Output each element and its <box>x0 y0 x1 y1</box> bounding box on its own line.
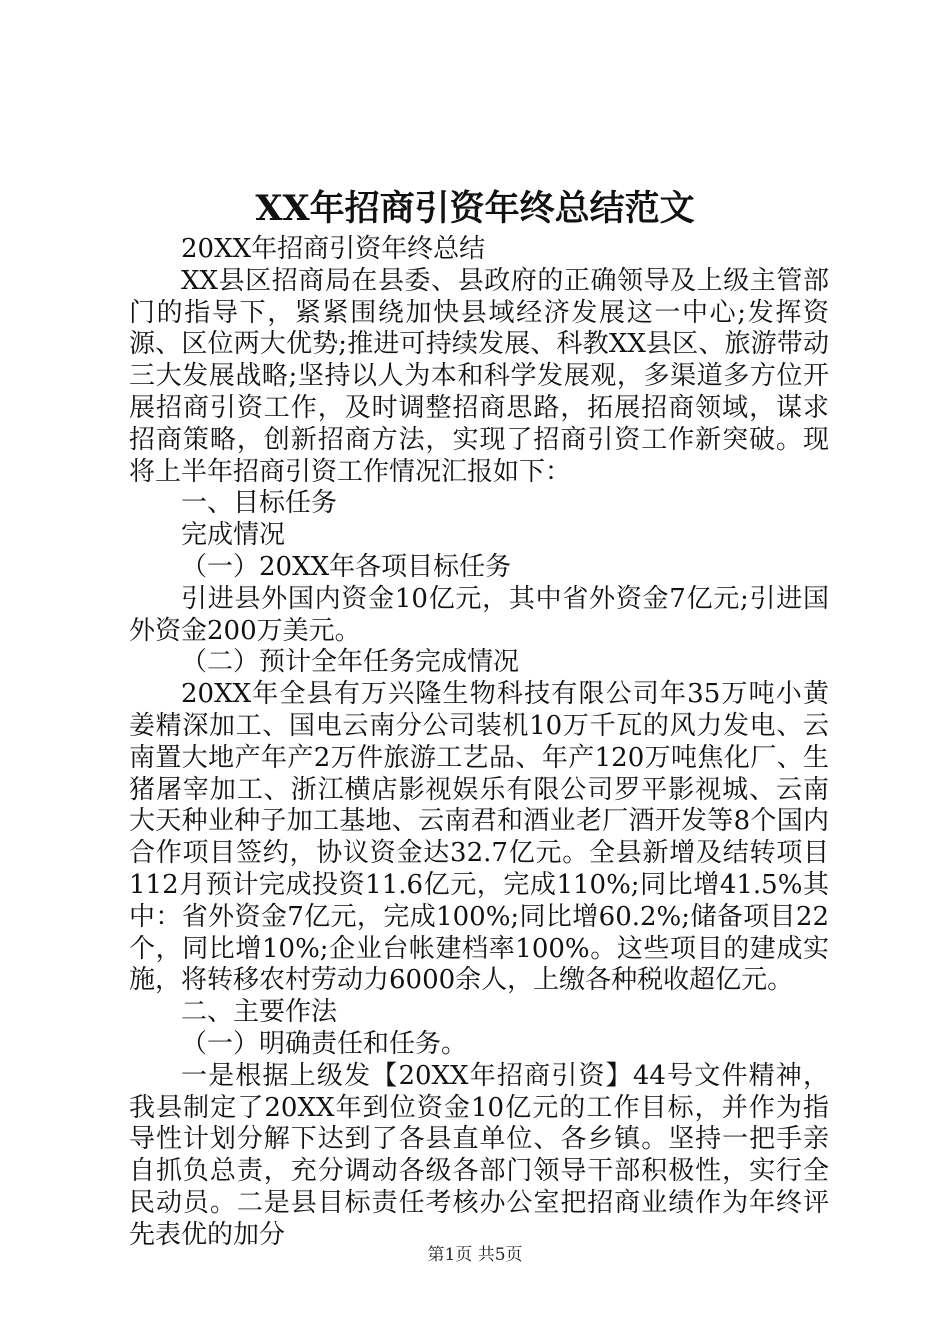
subheading-forecast: （二）预计全年任务完成情况 <box>181 647 520 678</box>
subheading-targets: （一）20XX年各项目标任务 <box>181 551 512 582</box>
paragraph-targets: 引进县外国内资金10亿元，其中省外资金7亿元;引进国外资金200万美元。 <box>129 583 829 646</box>
paragraph-intro: XX县区招商局在县委、县政府的正确领导及上级主管部门的指导下，紧紧围绕加快县域经济发展这一中心;发挥资源、区位两大优势;推进可持续发展、科教XX县区、旅游带动三大发展战略;坚持以人为本和科学发展观，多渠道多方位开展招商引资工作，及时调整招商思路，拓展招商领域，谋求招商策略，创新招商方法，实现了招商引资工作新突破。现将上半年招商引资工作情况汇报如下： <box>129 265 829 487</box>
paragraph-forecast: 20XX年全县有万兴隆生物科技有限公司年35万吨小黄姜精深加工、国电云南分公司装机10万千瓦的风力发电、云南置大地产年产2万件旅游工艺品、年产120万吨焦化厂、生猪屠宰加工、浙江横店影视娱乐有限公司罗平影视城、云南大天种业种子加工基地、云南君和酒业老厂酒开发等8个国内合作项目签约，协议资金达32.7亿元。全县新增及结转项目112月预计完成投资11.6亿元，完成110%;同比增41.5%其中：省外资金7亿元，完成100%;同比增60.2%;储备项目22个，同比增10%;企业台帐建档率100%。这些项目的建成实施，将转移农村劳动力6000余人，上缴各种税收超亿元。 <box>129 679 829 996</box>
paragraph-subtitle: 20XX年招商引资年终总结 <box>181 234 486 264</box>
page-footer: 第1页 共5页 <box>427 1245 523 1265</box>
subheading-completion: 完成情况 <box>181 520 286 551</box>
document-body <box>129 234 829 1252</box>
document-title: XX年招商引资年终总结范文 <box>255 188 695 229</box>
section-heading-goals: 一、目标任务 <box>181 488 338 519</box>
section-heading-methods: 二、主要作法 <box>181 997 338 1028</box>
paragraph-responsibility: 一是根据上级发【20XX年招商引资】44号文件精神，我县制定了20XX年到位资金10亿元的工作目标，并作为指导性计划分解下达到了各县直单位、各乡镇。坚持一把手亲自抓负总责，充分调动各级各部门领导干部积极性，实行全民动员。二是县目标责任考核办公室把招商业绩作为年终评先表优的加分 <box>129 1060 829 1250</box>
subheading-responsibility: （一）明确责任和任务。 <box>181 1028 468 1059</box>
